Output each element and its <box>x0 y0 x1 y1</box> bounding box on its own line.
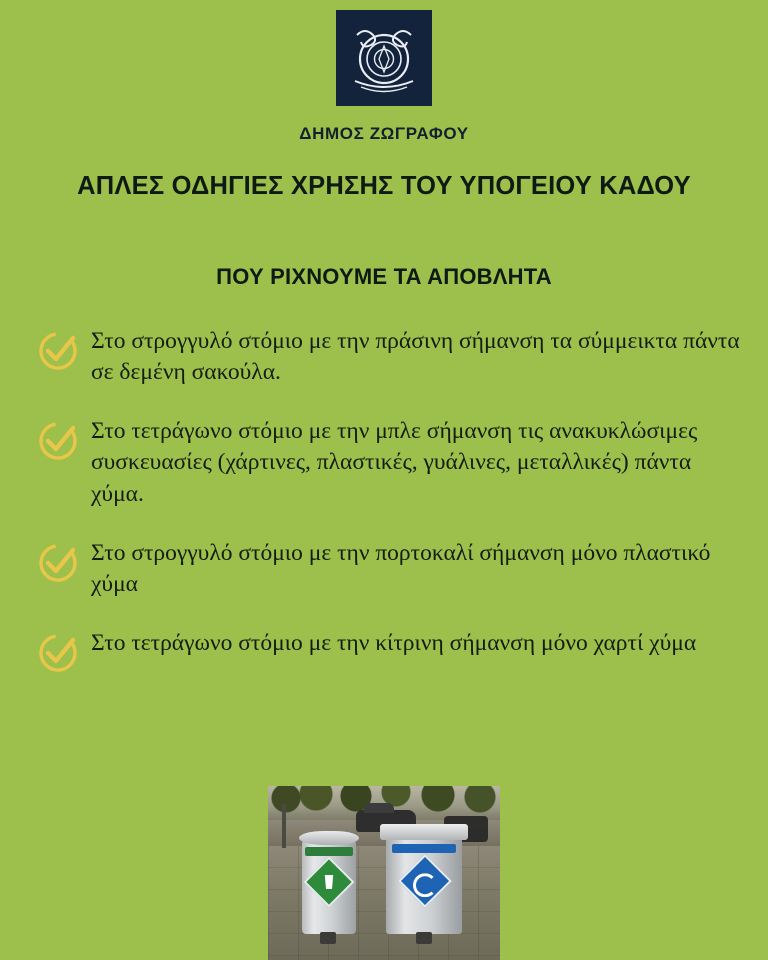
list-item <box>37 414 745 510</box>
square-bin-blue-marking <box>392 844 456 853</box>
square-bin <box>386 834 462 934</box>
round-bin <box>302 838 356 934</box>
list-item-text: Στο στρογγυλό στόμιο με την πράσινη σήμανση τα σύμμεικτα πάντα σε δεμένη σακούλα. <box>91 327 740 385</box>
underground-bins-photo <box>268 786 500 960</box>
list-item-text: Στο στρογγυλό στόμιο με την πορτοκαλί σήμανση μόνο πλαστικό χύμα <box>91 539 711 598</box>
recycling-sign <box>398 854 452 908</box>
square-bin-base <box>416 932 432 944</box>
municipality-emblem <box>336 10 432 106</box>
mixed-waste-sign <box>304 857 355 908</box>
check-circle-icon <box>37 330 79 372</box>
round-bin-base <box>320 932 336 944</box>
square-bin-lid <box>380 824 468 840</box>
municipality-name: ΔΗΜΟΣ ΖΩΓΡΑΦΟΥ <box>299 124 469 143</box>
instructions-list <box>23 324 745 701</box>
list-item <box>37 536 745 601</box>
list-item <box>37 626 745 674</box>
list-item <box>37 324 745 389</box>
round-bin-green-marking <box>305 847 353 856</box>
check-circle-icon <box>37 420 79 462</box>
round-bin-lid <box>299 831 359 845</box>
photo-pole <box>282 804 286 848</box>
list-item-text: Στο τετράγωνο στόμιο με την κίτρινη σήμανση μόνο χαρτί χύμα <box>91 630 697 657</box>
section-subtitle: ΠΟΥ ΡΙΧΝΟΥΜΕ ΤΑ ΑΠΟΒΛΗΤΑ <box>216 263 552 289</box>
check-circle-icon <box>37 542 79 584</box>
check-circle-icon <box>37 632 79 674</box>
page-title: ΑΠΛΕΣ ΟΔΗΓΙΕΣ ΧΡΗΣΗΣ ΤΟΥ ΥΠΟΓΕΙΟΥ ΚΑΔΟΥ <box>77 172 691 200</box>
list-item-text: Στο τετράγωνο στόμιο με την μπλε σήμανση τις ανακυκλώσιμες συσκευασίες (χάρτινες, πλαστικές, γυάλινες, μεταλλικές) πάντα χύμα. <box>91 418 698 507</box>
